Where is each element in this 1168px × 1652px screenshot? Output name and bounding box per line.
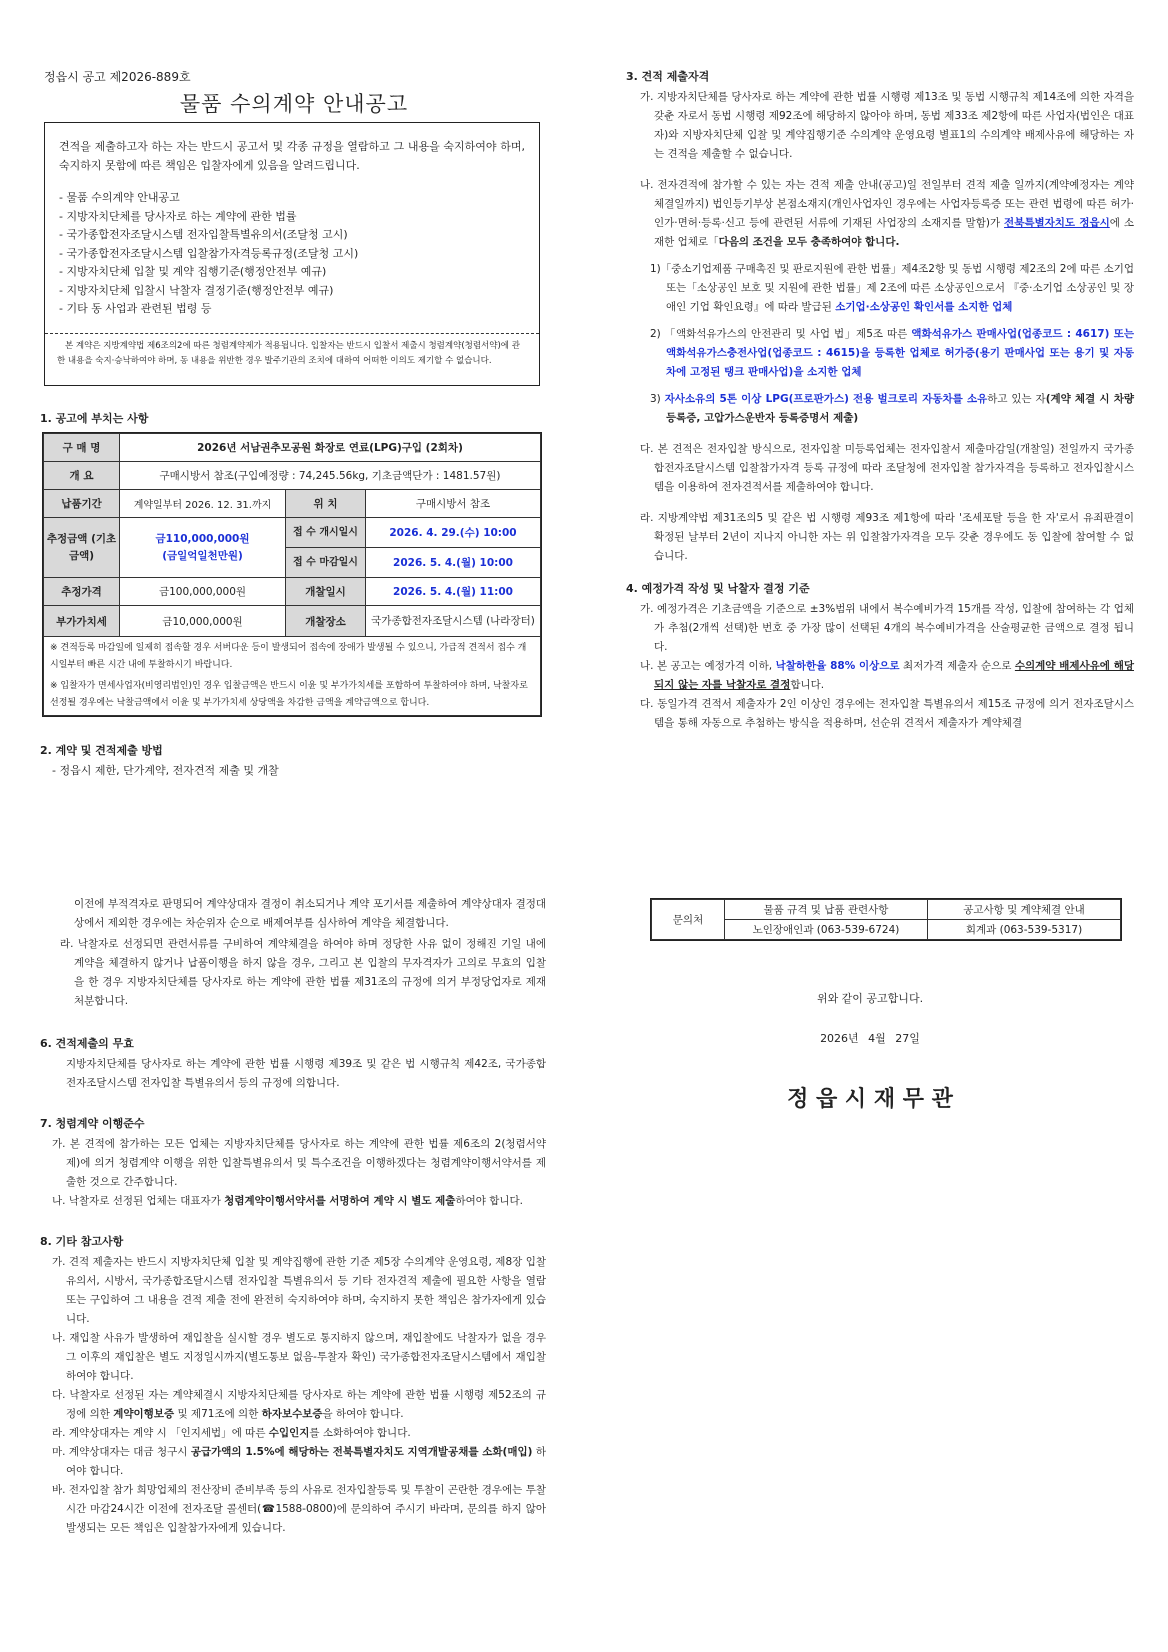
na4-criteria: 수의계약 배제사유에 해당되지 않는 자를 낙찰자로 결정 [654, 660, 1135, 691]
intro-text: 견적을 제출하고자 하는 자는 반드시 공고서 및 각종 규정을 열람하고 그 내용을 숙지하여야 하며, 숙지하지 못함에 따른 책임은 입찰자에게 있음을 알려드립니다. [59, 140, 525, 172]
cond3-num: 3) [650, 393, 665, 405]
bullet-item: - 기타 동 사업과 관련된 법령 등 [59, 302, 212, 315]
bullet-item: - 지방자치단체를 당사자로 하는 계약에 관한 법률 [59, 209, 297, 223]
info-table-wrap [42, 432, 542, 717]
ma8-end: 하여야 합니다. [66, 1446, 547, 1477]
estimated-price: 금100,000,000원 [120, 578, 286, 606]
ra8-end: 를 소화하여야 합니다. [309, 1427, 411, 1439]
cell-label: 부가가치세 [44, 606, 120, 637]
contact-header-1: 물품 규격 및 납품 관련사항 [725, 900, 928, 920]
ra8-bold: 수입인지 [268, 1427, 310, 1439]
overview-value: 구매시방서 참조(구입예정량 : 74,245.56kg, 기초금액단가 : 1481.57원) [120, 462, 541, 490]
section8-heading: 8. 기타 참고사항 [40, 1235, 124, 1248]
section4-ra: 라. 낙찰자로 선정되면 관련서류를 구비하여 계약체결을 하여야 하며 정당한 사유 없이 정해진 기일 내에 계약을 체결하지 않거나 납품이행을 하지 않을 경우, 그리고 본 입찰의 무자격자가 고의로 무효의 입찰을 한 경우 지방자치단체를 당사자로 하는 계약에 관한 법률 제31조의 규정에 의거 부정당업자로 제재 처분합니다. [60, 938, 546, 1007]
left-column-bottom [40, 895, 546, 1538]
cond1-text: 1)「중소기업제품 구매촉진 및 판로지원에 관한 법률」제4조2항 및 동법 시행령 제2조의 2에 따른 소기업 또는「소상공인 보호 및 지원에 관한 법률」제 2조에 따른 소상공인으로서 『중·소기업 소상공인 및 장애인 기업 확인요령』에 따라 발급된 [650, 263, 1134, 313]
section4-na [626, 657, 1134, 695]
intro-bullets [59, 189, 525, 319]
section6-heading: 6. 견적제출의 무효 [40, 1037, 134, 1050]
na7-text: 나. 낙찰자로 선정된 업체는 대표자가 [52, 1195, 225, 1207]
contact-table-wrap [650, 898, 1122, 941]
estimated-amount [120, 518, 286, 578]
intro-note: 본 계약은 지방계약법 제6조의2에 따른 청렴계약제가 적용됩니다. 입찰자는 반드시 입찰서 제출시 청렴계약(청렴서약)에 관한 내용을 숙지·승낙하여야 하며, 동 내용을 위반한 경우 발주기관의 조치에 대하여 어떠한 이의도 제기할 수 없습니다. [57, 341, 520, 366]
footnote-2: ※ 입찰자가 면세사업자(비영리법인)인 경우 입찰금액은 반드시 이윤 및 부가가치세를 포함하여 투찰하여야 하며, 낙찰자로 선정될 경우에는 낙찰금액에서 이윤 및 부가가치세 상당액을 차감한 금액을 계약금액으로 합니다. [50, 681, 528, 708]
amount-number: 금110,000,000원 [155, 532, 250, 545]
amount-korean: (금일억일천만원) [162, 549, 243, 562]
closing-text: 위와 같이 공고합니다. [816, 992, 924, 1005]
ma8-bold: 공급가액의 1.5%에 해당하는 전북특별자치도 지역개발공채를 소화(매입) [190, 1446, 533, 1458]
section3-heading: 3. 견적 제출자격 [626, 70, 710, 83]
closing-date: 2026년 4월 27일 [820, 1032, 920, 1045]
open-datetime: 2026. 4. 29.(수) 10:00 [366, 518, 541, 548]
section2-heading: 2. 계약 및 견적제출 방법 [40, 744, 163, 757]
right-column-top [626, 68, 1134, 733]
da8-text2: 및 제71조에 의한 [174, 1408, 262, 1420]
cell-label: 접 수 마감일시 [286, 548, 366, 578]
na-text2: 에 소재한 업체로「 [654, 217, 1134, 248]
cell-label: 개찰장소 [286, 606, 366, 637]
bullet-item: - 지방자치단체 입찰 및 계약 집행기준(행정안전부 예규) [59, 265, 327, 278]
na4-text2: 최저가격 제출자 순으로 [899, 660, 1015, 672]
cell-label: 접 수 개시일시 [286, 518, 366, 548]
section8-da [40, 1386, 546, 1424]
condition-1 [626, 260, 1134, 317]
purchase-name: 2026년 서남권추모공원 화장로 연료(LPG)구입 (2회차) [120, 434, 541, 462]
da8-bold2: 하자보수보증 [261, 1408, 323, 1420]
delivery-period: 계약일부터 2026. 12. 31.까지 [120, 490, 286, 518]
cell-label: 추정가격 [44, 578, 120, 606]
section8-ba: 바. 전자입찰 참가 희망업체의 전산장비 준비부족 등의 사유로 전자입찰등록 및 투찰이 곤란한 경우에는 투찰시간 마감24시간 이전에 전자조달 콜센터(☎1588-0800)에 문의하여 주시기 바라며, 문의를 하지 않아 발생되는 모든 책임은 입찰참가자에게 있습니다. [52, 1484, 546, 1534]
cond3-highlight: 자사소유의 5톤 이상 LPG(프로판가스) 전용 벌크로리 자동차를 소유 [664, 393, 988, 405]
cell-label: 위 치 [286, 490, 366, 518]
ra8-text: 라. 계약상대자는 계약 시 「인지세법」에 따른 [52, 1427, 269, 1439]
condition-2 [626, 325, 1134, 382]
section8-ma [40, 1443, 546, 1481]
section8-ra [40, 1424, 546, 1443]
na7-bold: 청렴계약이행서약서를 서명하여 계약 시 별도 제출 [224, 1195, 456, 1207]
cond2-text: 2) 「액화석유가스의 안전관리 및 사업 법」제5조 따른 [650, 328, 912, 340]
cell-label: 납품기간 [44, 490, 120, 518]
da8-bold1: 계약이행보증 [113, 1408, 175, 1420]
section4-da: 다. 동일가격 견적서 제출자가 2인 이상인 경우에는 전자입찰 특별유의서 제15조 규정에 의거 전자조달시스템을 통해 자동으로 추첨하는 방식을 적용하며, 선순위 견적서 제출자가 계약체결 [640, 698, 1134, 729]
section6-text: 지방자치단체를 당사자로 하는 계약에 관한 법률 시행령 제39조 및 같은 법 시행규칙 제42조, 국가종합 전자조달시스템 전자입찰 특별유의서 등의 규정에 의합니다. [66, 1058, 546, 1089]
ma8-text: 마. 계약상대자는 대금 청구시 [52, 1446, 191, 1458]
da8-text: 다. 낙찰자로 선정된 자는 계약체결시 지방자치단체를 당사자로 하는 계약에 관한 법률 시행령 제52조의 규정에 의한 [52, 1389, 546, 1420]
intro-divider [45, 333, 539, 334]
signer-name: 정 읍 시 재 무 관 [787, 1087, 953, 1112]
cell-label: 개 요 [44, 462, 120, 490]
notice-number: 정읍시 공고 제2026-889호 [44, 70, 191, 84]
section1-heading: 1. 공고에 부치는 사항 [40, 412, 149, 425]
na7-end: 하여야 합니다. [455, 1195, 523, 1207]
section3-na [626, 176, 1134, 252]
section7-na [40, 1192, 546, 1211]
bullet-item: - 물품 수의계약 안내공고 [59, 191, 180, 204]
bullet-item: - 국가종합전자조달시스템 전자입찰특별유의서(조달청 고시) [59, 228, 348, 241]
section4-ga: 가. 예정가격은 기초금액을 기준으로 ±3%범위 내에서 복수예비가격 15개를 작성, 입찰에 참여하는 각 업체가 추첨(2개씩 선택)한 번호 중 가장 많이 선택된 4개의 복수예비가격을 산술평균한 금액으로 결정 됩니다. [640, 603, 1134, 653]
na4-rate: 낙찰하한율 88% 이상으로 [775, 660, 900, 672]
na4-text: 나. 본 공고는 예정가격 이하, [640, 660, 776, 672]
section7-ga: 가. 본 견적에 참가하는 모든 업체는 지방자치단체를 당사자로 하는 계약에 관한 법률 제6조의 2(청렴서약제)에 의거 청렴계약 이행을 위한 입찰특별유의서 및 특수조건을 이행하겠다는 청렴계약이행서약서를 제출한 것으로 간주합니다. [52, 1138, 546, 1188]
section8-na: 나. 재입찰 사유가 발생하여 재입찰을 실시할 경우 별도로 통지하지 않으며, 재입찰에도 낙찰자가 없을 경우 그 이후의 재입찰은 별도 지정일시까지(별도통보 없음-투찰자 확인) 국가종합전자조달시스템에서 재입찰하여야 합니다. [52, 1332, 546, 1382]
section3-ra: 라. 지방계약법 제31조의5 및 같은 법 시행령 제93조 제1항에 따라 '조세포탈 등을 한 자'로서 유죄판결이 확정된 날부터 2년이 지나지 아니한 자는 위 입찰참가자격을 모두 갖춘 경우에도 동 입찰에 참여할 수 없습니다. [640, 512, 1134, 562]
opening-place: 국가종합전자조달시스템 (나라장터) [366, 606, 541, 637]
vat-value: 금10,000,000원 [120, 606, 286, 637]
na4-end: 합니다. [790, 679, 825, 691]
condition-3 [626, 390, 1134, 428]
na-condition: 다음의 조건을 모두 충족하여야 합니다. [718, 236, 900, 248]
location-value: 구매시방서 참조 [366, 490, 541, 518]
cond3-text: 하고 있는 자 [987, 393, 1046, 405]
cond2-highlight: 액화석유가스 판매사업(업종코드 : 4617) 또는 액화석유가스충전사업(업종코드 : 4615)을 등록한 업체로 허가증(용기 판매사업 또는 용기 및 자동차에 고정된 탱크 판매사업)을 소지한 업체 [666, 328, 1134, 378]
contact-value-2: 회계과 (063-539-5317) [928, 920, 1121, 940]
info-table [43, 433, 541, 716]
cell-label: 구 매 명 [44, 434, 120, 462]
intro-box [44, 122, 540, 386]
footnote-1: ※ 견적등록 마감일에 일제히 접속할 경우 서버다운 등이 발생되어 접속에 장애가 발생될 수 있으니, 가급적 견적서 접수 개시일부터 빠른 시간 내에 투찰하시기 바랍니다. [50, 643, 527, 670]
da8-end: 을 하여야 합니다. [322, 1408, 404, 1420]
section2-line: - 정읍시 제한, 단가계약, 전자견적 제출 및 개찰 [52, 764, 279, 777]
bullet-item: - 국가종합전자조달시스템 입찰참가자격등록규정(조달청 고시) [59, 246, 359, 260]
cell-label: 개찰일시 [286, 578, 366, 606]
na-region: 전북특별자치도 정읍시 [1004, 217, 1110, 229]
page-title: 물품 수의계약 안내공고 [179, 92, 409, 116]
contact-label: 문의처 [652, 900, 725, 940]
section7-heading: 7. 청렴계약 이행준수 [40, 1117, 145, 1130]
section4-heading: 4. 예정가격 작성 및 낙찰자 결정 기준 [626, 582, 810, 595]
cond1-highlight: 소기업·소상공인 확인서를 소지한 업체 [835, 301, 1013, 313]
section3-ga: 가. 지방자치단체를 당사자로 하는 계약에 관한 법률 시행령 제13조 및 동법 시행규칙 제14조에 의한 자격을 갖춘 자로서 동법 시행령 제92조에 해당하지 않아야 하며, 동법 제33조 제2항에 따른 사업자(법인은 대표자)와 지방자치단체 입찰 및 계약집행기준 수의계약 운영요령 별표1의 수의계약 배제사유에 해당하는 자는 견적을 제출할 수 없습니다. [640, 91, 1134, 160]
close-datetime: 2026. 5. 4.(월) 10:00 [366, 548, 541, 578]
section4-continued: 이전에 부적격자로 판명되어 계약상대자 결정이 취소되거나 계약 포기서를 제출하여 계약상대자 결정대상에서 제외한 경우에는 차순위자 순으로 배제여부를 심사하여 계약을 체결합니다. [74, 898, 546, 929]
cell-label: 추정금액 (기초금액) [44, 518, 120, 578]
na-text: 나. 전자견적에 참가할 수 있는 자는 견적 제출 안내(공고)일 전일부터 견적 제출 일까지(계약예정자는 계약 체결일까지) 법인등기부상 본점소재지(개인사업자인 경우에는 사업자등록증 또는 관련 법령에 따른 허가·인가·면허·등록·신고 등에 관련된 서류에 기재된 사업장의 소재지를 말함)가 [640, 179, 1134, 229]
bullet-item: - 지방자치단체 입찰시 낙찰자 결정기준(행정안전부 예규) [59, 283, 334, 297]
opening-datetime: 2026. 5. 4.(월) 11:00 [366, 578, 541, 606]
table-footnotes [44, 637, 541, 716]
contact-value-1: 노인장애인과 (063-539-6724) [725, 920, 928, 940]
cond3-bold: (계약 체결 시 차량등록증, 고압가스운반자 등록증명서 제출) [666, 393, 1134, 424]
section8-ga: 가. 견적 제출자는 반드시 지방자치단체 입찰 및 계약집행에 관한 기준 제5장 수의계약 운영요령, 제8장 입찰유의서, 시방서, 국가종합조달시스템 전자입찰 특별유의서 등 기타 전자견적 제출에 필요한 사항을 열람 또는 구입하여 그 내용을 견적 제출 전에 완전히 숙지하여야 하며, 숙지하지 못한 책임은 참가자에게 있습니다. [52, 1256, 546, 1325]
section3-da: 다. 본 견적은 전자입찰 방식으로, 전자입찰 미등록업체는 전자입찰서 제출마감일(개찰일) 전일까지 국가종합전자조달시스템 입찰참가자격 등록 규정에 따라 조달청에 전자입찰 참가자격을 등록하고 전자입찰시스템을 이용하여 전자견적서를 제출하여야 합니다. [640, 443, 1134, 493]
contact-header-2: 공고사항 및 계약체결 안내 [928, 900, 1121, 920]
contact-table [651, 899, 1121, 940]
